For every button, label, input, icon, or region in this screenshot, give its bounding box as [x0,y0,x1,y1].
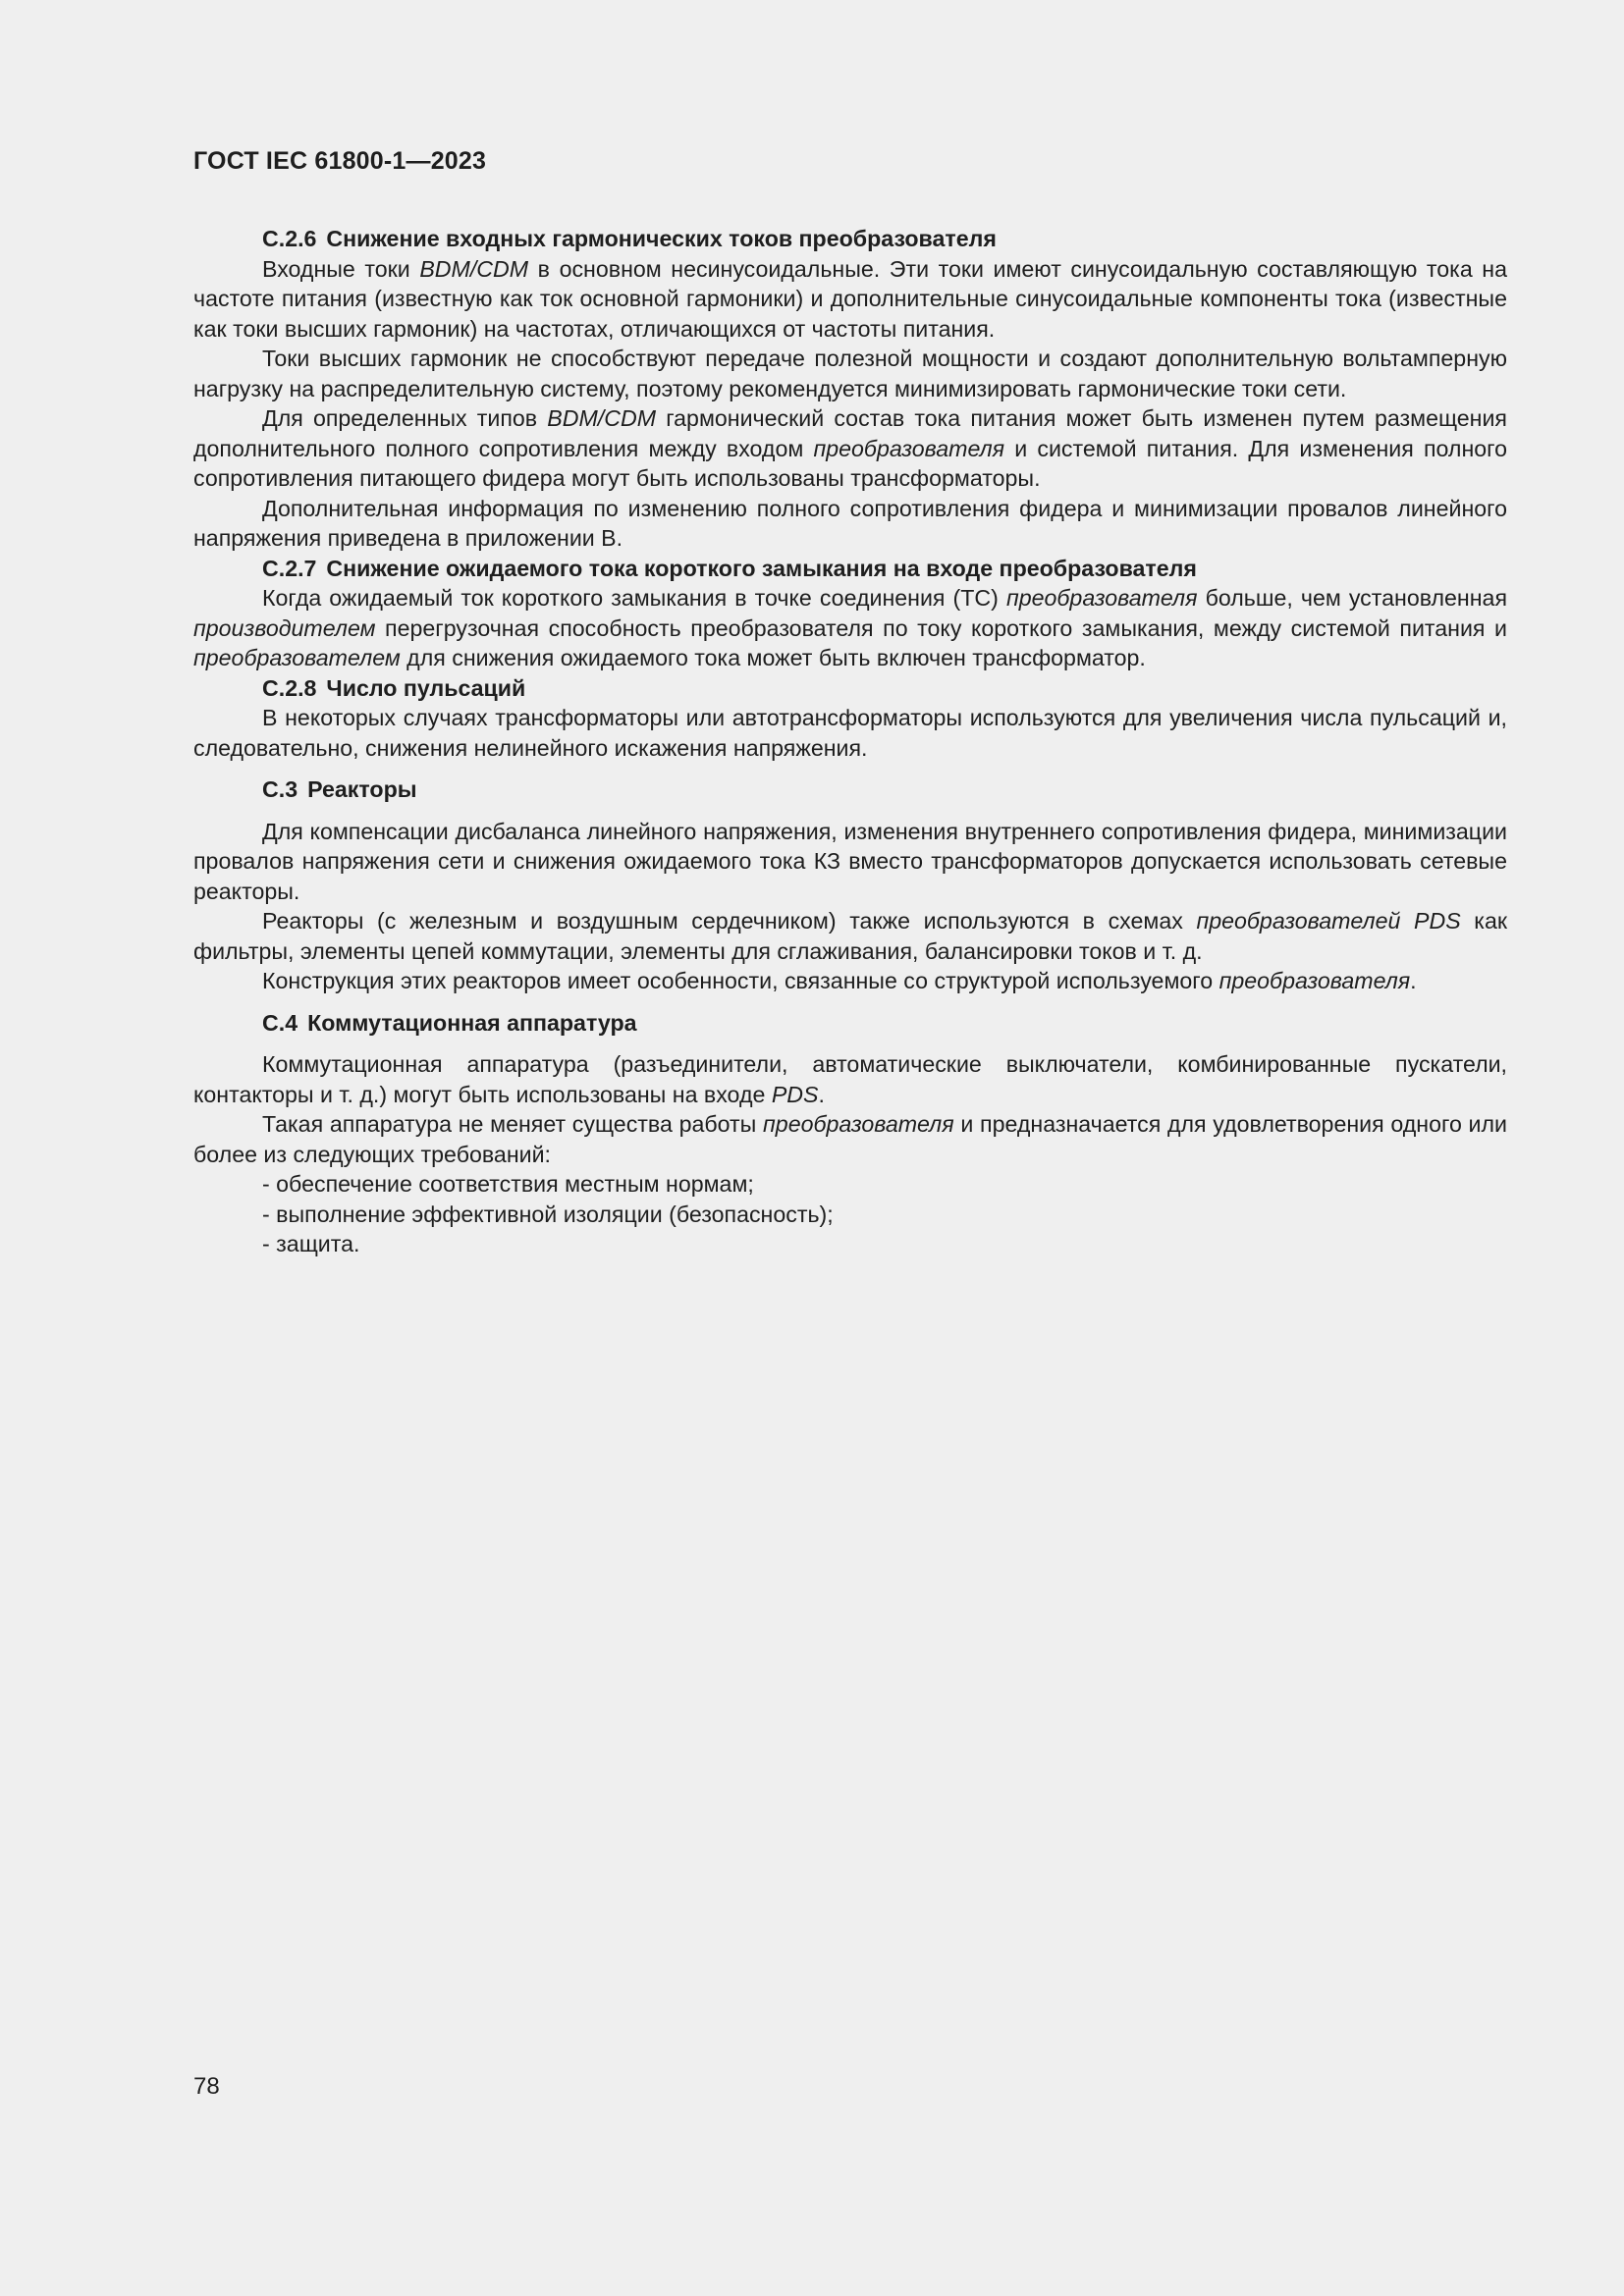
italic-term: преобразователя [1218,968,1411,993]
paragraph [193,254,1507,345]
italic-term: BDM/CDM [547,405,657,431]
paragraph: Дополнительная информация по изменению полного сопротивления фидера и минимизации провалов линейного напряжения приведена в приложении В. [193,495,1507,551]
text-run: гармонический состав тока питания может быть изменен путем размещения дополнительного полного сопротивления между входом [193,405,1507,461]
section-title: Снижение ожидаемого тока короткого замыкания на входе преобразователя [326,555,1197,581]
section-heading-c4 [193,1008,1507,1039]
paragraph [193,906,1507,966]
section-number: C.3 [262,776,298,802]
section-heading-c28 [193,673,1507,704]
document-body [193,224,1507,1259]
list-item: - защита. [262,1231,360,1256]
section-title: Число пульсаций [326,674,526,701]
text-run: Когда ожидаемый ток короткого замыкания в точке соединения (ТС) [262,585,1006,611]
paragraph [193,1049,1507,1109]
text-run: Конструкция этих реакторов имеет особенности, связанные со структурой используемого [262,968,1219,993]
document-header: ГОСТ IEC 61800-1—2023 [193,147,487,175]
italic-term: преобразователя [813,435,1005,461]
text-run: . [818,1081,825,1107]
text-run: перегрузочная способность преобразователя по току короткого замыкания, между системой питания и [375,614,1507,641]
list-item: - обеспечение соответствия местным нормам; [262,1171,754,1197]
italic-term: преобразователей PDS [1196,908,1461,934]
text-run: Реакторы (с железным и воздушным сердечником) также используются в схемах [262,908,1197,934]
italic-term: преобразователем [193,645,401,670]
section-heading-c27 [193,554,1507,584]
text-run: Коммутационная аппаратура (разъединители, автоматические выключатели, комбинированные пускатели, контакторы и т. д.) могут быть использованы на входе [193,1051,1507,1107]
italic-term: преобразователя [763,1111,954,1137]
text-run: больше, чем установленная [1197,585,1507,611]
text-run: и предназначается для удовлетворения одного или более из следующих требований: [193,1111,1507,1167]
text-run: для снижения ожидаемого тока может быть включен трансформатор. [400,645,1146,670]
paragraph: Токи высших гармоник не способствуют передаче полезной мощности и создают дополнительную вольтамперную нагрузку на распределительную систему, поэтому рекомендуется минимизировать гармонические токи сети. [193,346,1507,401]
section-heading-c26 [193,224,1507,254]
text-run: Для определенных типов [262,405,548,431]
section-number: C.4 [262,1009,298,1036]
text-run: как фильтры, элементы цепей коммутации, элементы для сглаживания, балансировки токов и т. д. [193,908,1507,964]
paragraph [193,403,1507,494]
page-number: 78 [193,2073,220,2100]
section-title: Коммутационная аппаратура [307,1009,637,1036]
paragraph [193,583,1507,673]
section-title: Реакторы [307,776,417,802]
paragraph: В некоторых случаях трансформаторы или автотрансформаторы используются для увеличения числа пульсаций и, следовательно, снижения нелинейного искажения напряжения. [193,705,1507,761]
list-item: - выполнение эффективной изоляции (безопасность); [262,1201,834,1227]
paragraph [193,966,1507,996]
section-title: Снижение входных гармонических токов преобразователя [326,226,997,251]
text-run: . [1410,968,1417,993]
section-number: C.2.7 [262,555,317,581]
text-run: в основном несинусоидальные. Эти токи имеют синусоидальную составляющую тока на частоте питания (известную как ток основной гармоники) и дополнительные синусоидальные компоненты тока (известные как токи высших гармоник) на частотах, отличающихся от частоты питания. [193,255,1507,342]
text-run: Такая аппаратура не меняет существа работы [262,1111,764,1137]
paragraph [193,1109,1507,1169]
section-number: C.2.6 [262,226,317,251]
section-number: C.2.8 [262,674,317,701]
italic-term: BDM/CDM [419,255,529,282]
section-heading-c3 [193,774,1507,805]
italic-term: преобразователя [1005,585,1198,611]
italic-term: PDS [771,1081,819,1107]
italic-term: производителем [193,614,376,641]
paragraph: Для компенсации дисбаланса линейного напряжения, изменения внутреннего сопротивления фидера, минимизации провалов напряжения сети и снижения ожидаемого тока КЗ вместо трансформаторов допускается использовать сетевые реакторы. [193,818,1507,904]
text-run: Входные токи [262,255,420,282]
text-run: и системой питания. Для изменения полного сопротивления питающего фидера могут быть использованы трансформаторы. [193,435,1507,491]
